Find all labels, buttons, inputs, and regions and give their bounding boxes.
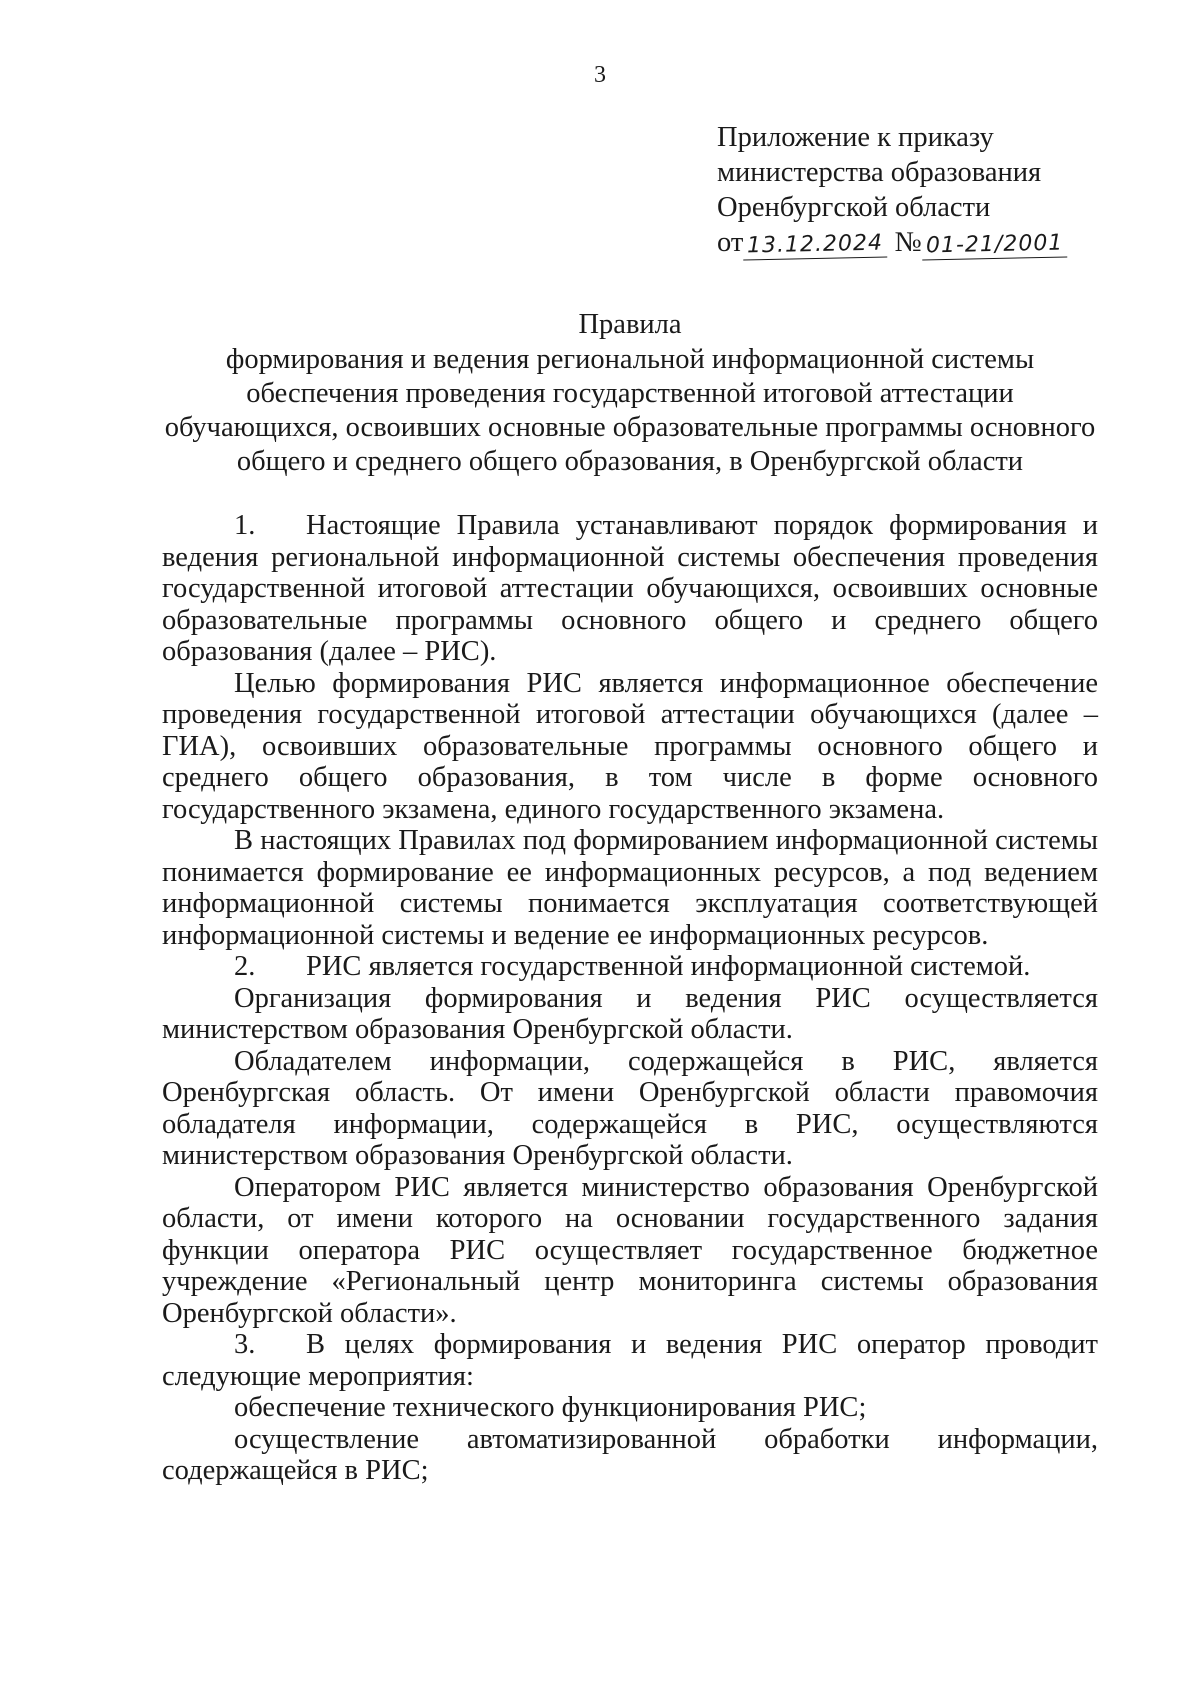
handwritten-date: 13.12.2024 (743, 230, 888, 260)
paragraph (162, 1424, 1098, 1487)
paragraph (162, 510, 1098, 668)
handwritten-order-number: 01-21/2001 (921, 230, 1067, 260)
paragraph (162, 1046, 1098, 1172)
paragraph (162, 1329, 1098, 1392)
paragraph (162, 825, 1098, 951)
paragraph (162, 1172, 1098, 1330)
title-line-2: обеспечения проведения государственной итоговой аттестации (246, 378, 1014, 409)
document-body (162, 510, 1098, 1487)
title-line-1: формирования и ведения региональной информационной системы (225, 344, 1035, 375)
paragraph-number: 1. (234, 510, 256, 541)
paragraph-text: В целях формирования и ведения РИС оператор проводит следующие мероприятия: (162, 1329, 1098, 1392)
appendix-line-2: министерства образования (717, 157, 1042, 188)
paragraph (162, 951, 1098, 983)
title-line-4: общего и среднего общего образования, в Оренбургской области (236, 446, 1024, 477)
paragraph-text: Обладателем информации, содержащейся в РИС, является Оренбургская область. От имени Оренбургской области правомочия обладателя информации, содержащейся в РИС, осуществляются министерством образования Оренбургской области. (162, 1045, 1098, 1171)
paragraph-text: Оператором РИС является министерство образования Оренбургской области, от имени которого на основании государственного задания функции оператора РИС осуществляет государственное бюджетное учреждение «Региональный центр мониторинга системы образования Оренбургской области». (162, 1171, 1098, 1329)
date-prefix: от (717, 227, 744, 258)
paragraph-text: обеспечение технического функционирования РИС; (234, 1392, 867, 1423)
paragraph-text: Целью формирования РИС является информационное обеспечение проведения государственной итоговой аттестации обучающихся (далее – ГИА), освоивших образовательные программы основного общего и среднего общего образования, в том числе в форме основного государственного экзамена, единого государственного экзамена. (162, 667, 1098, 825)
page-number: 3 (594, 62, 606, 88)
paragraph-text: Настоящие Правила устанавливают порядок формирования и ведения региональной информационной системы обеспечения проведения государственной итоговой аттестации обучающихся, освоивших основные образовательные программы основного общего и среднего общего образования (далее – РИС). (162, 510, 1098, 667)
paragraph-text: В настоящих Правилах под формированием информационной системы понимается формирование ее информационных ресурсов, а под ведением информационной системы понимается эксплуатация соответствующей информационной системы и ведение ее информационных ресурсов. (162, 825, 1098, 951)
paragraph-number: 3. (234, 1329, 256, 1360)
title-line-3: обучающихся, освоивших основные образовательные программы основного (164, 412, 1096, 443)
appendix-line-3: Оренбургской области (717, 192, 991, 223)
paragraph (162, 1392, 1098, 1424)
paragraph-text: РИС является государственной информационной системой. (306, 951, 1031, 982)
number-prefix: № (894, 227, 922, 258)
paragraph (162, 668, 1098, 826)
appendix-date-line (717, 225, 1177, 260)
title-heading: Правила (578, 309, 682, 340)
appendix-block (717, 120, 1177, 260)
paragraph-text: осуществление автоматизированной обработки информации, содержащейся в РИС; (162, 1423, 1098, 1486)
appendix-line-1: Приложение к приказу (717, 122, 994, 153)
document-title (150, 308, 1110, 479)
paragraph-number: 2. (234, 951, 256, 982)
paragraph (162, 983, 1098, 1046)
paragraph-text: Организация формирования и ведения РИС осуществляется министерством образования Оренбургской области. (162, 982, 1098, 1045)
